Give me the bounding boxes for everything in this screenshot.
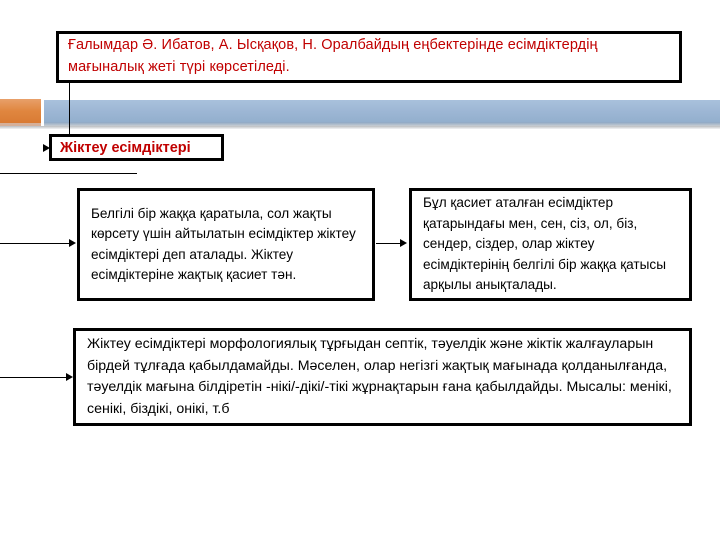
- banner-blue-bar: [44, 100, 720, 122]
- banner-orange-block: [0, 99, 41, 123]
- arrowhead-to-morphology-box: [66, 373, 73, 381]
- connector-to-morphology-box: [0, 377, 68, 378]
- connector-definition-to-examples: [376, 243, 403, 244]
- connector-label-underline: [0, 173, 137, 174]
- category-label-text: Жіктеу есімдіктері: [60, 139, 191, 156]
- definition-text: Белгілі бір жаққа қаратыла, сол жақты көрсету үшін айтылатын есімдіктер жіктеу есімдіктері деп аталады. Жіктеу есімдіктеріне жақтық қасиет тән.: [91, 205, 356, 282]
- banner-baseline: [0, 126, 720, 129]
- examples-text-box: [409, 188, 692, 301]
- arrowhead-to-examples-box: [400, 239, 407, 247]
- morphology-text: Жіктеу есімдіктері морфологиялық тұрғыдан септік, тәуелдік және жіктік жалғауларын бірдей тұлғада қабылдамайды. Мәселен, олар негізгі жақтық мағынада қолданылғанда, тәуелдік мағына білдіретін -нікі/-дікі/-тікі жұрнақтарын ғана қабылдайды. Мысалы: менікі, сенікі, біздікі, онікі, т.б: [87, 336, 672, 417]
- morphology-text-box: [73, 328, 692, 426]
- connector-to-definition-box: [0, 243, 71, 244]
- title-text: Ғалымдар Ә. Ибатов, А. Ысқақов, Н. Оралбайдың еңбектерінде есімдіктердің мағыналық жеті түрі көрсетіледі.: [68, 37, 598, 75]
- title-text-box: [56, 31, 682, 83]
- examples-text: Бұл қасиет аталған есімдіктер қатарындағы мен, сен, сіз, ол, біз, сендер, сіздер, олар жіктеу есімдіктерінің белгілі бір жаққа қатысы арқылы анықталады.: [423, 195, 666, 293]
- arrowhead-to-definition-box: [69, 239, 76, 247]
- category-label-box: [49, 134, 224, 161]
- definition-text-box: [77, 188, 375, 301]
